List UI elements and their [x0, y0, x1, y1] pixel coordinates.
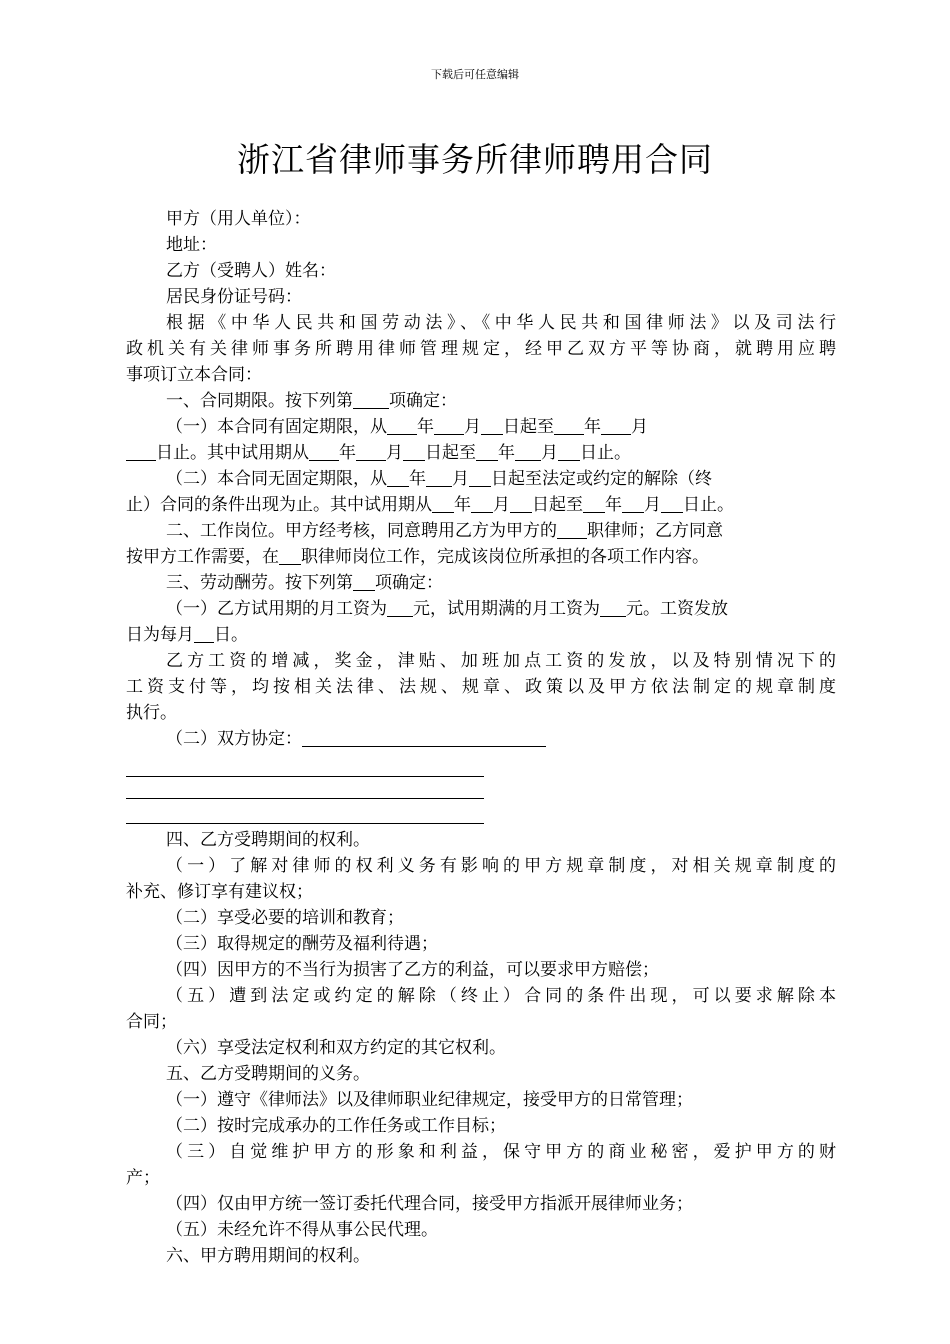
spacer [126, 802, 836, 827]
blank [387, 599, 413, 617]
text: 月 [386, 443, 403, 463]
party-b-line: 乙方（受聘人）姓名： [166, 261, 336, 281]
text: （一）乙方试用期的月工资为 [166, 599, 387, 619]
party-a-line: 甲方（用人单位）： [166, 209, 311, 229]
preamble-line-1: 根据《中华人民共和国劳动法》、《中华人民共和国律师法》以及司法行 [166, 313, 836, 333]
section-4-item-5-cont: 合同； [126, 1012, 177, 1032]
text: 元，试用期满的月工资为 [413, 599, 600, 619]
blank [601, 417, 631, 435]
section-5-item-5: （五）未经允许不得从事公民代理。 [166, 1220, 438, 1240]
blank [481, 417, 503, 435]
section-1-title [126, 388, 836, 414]
fill-in-rule [126, 752, 484, 777]
blank [126, 443, 156, 461]
text: 年 [605, 495, 622, 515]
blank [426, 469, 452, 487]
section-1-item-2 [126, 466, 836, 492]
blank [356, 443, 386, 461]
text: （二）双方协定： [166, 729, 302, 749]
section-5-item-3-cont: 产； [126, 1168, 160, 1188]
blank [387, 417, 417, 435]
spacer [126, 752, 836, 777]
section-4-item-5: （五）遭到法定或约定的解除（终止）合同的条件出现，可以要求解除本 [166, 986, 836, 1006]
text: 日止。 [580, 443, 631, 463]
blank [661, 495, 683, 513]
section-4-item-1-cont: 补充、修订享有建议权； [126, 882, 313, 902]
section-5-title: 五、乙方受聘期间的义务。 [166, 1064, 370, 1084]
text: 日起至法定或约定的解除（终 [491, 469, 712, 489]
contract-title: 浙江省律师事务所律师聘用合同 [237, 140, 713, 179]
address-line: 地址： [166, 235, 217, 255]
blank [302, 729, 546, 747]
text: 日起至 [425, 443, 476, 463]
text: 项确定： [375, 573, 443, 593]
text: 一、合同期限。按下列第 [166, 391, 353, 411]
blank [554, 417, 584, 435]
section-4-item-4: （四）因甲方的不当行为损害了乙方的利益，可以要求甲方赔偿； [166, 960, 659, 980]
fill-in-rule [126, 802, 484, 824]
text: 年 [409, 469, 426, 489]
section-1-item-2-cont [126, 492, 836, 518]
text: 日止。其中试用期从 [156, 443, 309, 463]
blank [353, 573, 375, 591]
blank [353, 391, 389, 409]
text: （一）本合同有固定期限，从 [166, 417, 387, 437]
preamble-line-2: 政机关有关律师事务所聘用律师管理规定，经甲乙双方平等协商，就聘用应聘 [126, 339, 836, 359]
section-5-item-3: （三）自觉维护甲方的形象和利益，保守甲方的商业秘密，爱护甲方的财 [166, 1142, 836, 1162]
text: 日起至 [532, 495, 583, 515]
header-note: 下载后可任意编辑 [431, 68, 519, 81]
text: 年 [454, 495, 471, 515]
text: 二、工作岗位。甲方经考核，同意聘用乙方为甲方的 [166, 521, 557, 541]
section-3-item-1-cont [126, 622, 836, 648]
text: 月 [541, 443, 558, 463]
text: 职律师；乙方同意 [587, 521, 723, 541]
blank [432, 495, 454, 513]
spacer [126, 777, 836, 802]
blank [622, 495, 644, 513]
text: 日起至 [503, 417, 554, 437]
section-4-item-6: （六）享受法定权利和双方约定的其它权利。 [166, 1038, 506, 1058]
fill-in-rule [126, 777, 484, 799]
blank [600, 599, 626, 617]
blank [309, 443, 339, 461]
blank [557, 521, 587, 539]
section-3-item-1 [126, 596, 836, 622]
section-2-line-1 [126, 518, 836, 544]
blank [510, 495, 532, 513]
section-3-title [126, 570, 836, 596]
preamble-line-3: 事项订立本合同： [126, 365, 262, 385]
section-3-para-line-2: 工资支付等，均按相关法律、法规、规章、政策以及甲方依法制定的规章制度 [126, 677, 836, 697]
section-4-item-1: （一）了解对律师的权利义务有影响的甲方规章制度，对相关规章制度的 [166, 856, 836, 876]
section-1-item-1 [126, 414, 836, 440]
blank [476, 443, 498, 461]
section-2-line-2 [126, 544, 836, 570]
section-5-item-4: （四）仅由甲方统一签订委托代理合同，接受甲方指派开展律师业务； [166, 1194, 693, 1214]
section-4-item-2: （二）享受必要的培训和教育； [166, 908, 404, 928]
text: 职律师岗位工作，完成该岗位所承担的各项工作内容。 [301, 547, 709, 567]
section-5-item-2: （二）按时完成承办的工作任务或工作目标； [166, 1116, 506, 1136]
text: 三、劳动酬劳。按下列第 [166, 573, 353, 593]
blank [471, 495, 493, 513]
text: 月 [452, 469, 469, 489]
blank [194, 625, 214, 643]
section-6-title: 六、甲方聘用期间的权利。 [166, 1246, 370, 1266]
blank [279, 547, 301, 565]
blank [469, 469, 491, 487]
section-1-item-1-cont [126, 440, 836, 466]
section-5-item-1: （一）遵守《律师法》以及律师职业纪律规定，接受甲方的日常管理； [166, 1090, 693, 1110]
section-3-para-line-3: 执行。 [126, 703, 177, 723]
section-4-item-3: （三）取得规定的酬劳及福利待遇； [166, 934, 438, 954]
text: 日。 [214, 625, 248, 645]
section-3-para-line-1: 乙方工资的增减，奖金，津贴、加班加点工资的发放，以及特别情况下的 [166, 651, 836, 671]
id-number-line: 居民身份证号码： [166, 287, 302, 307]
text: 年 [498, 443, 515, 463]
section-4-title: 四、乙方受聘期间的权利。 [166, 830, 370, 850]
contract-body [126, 206, 836, 1269]
text: 月 [631, 417, 648, 437]
text: 止）合同的条件出现为止。其中试用期从 [126, 495, 432, 515]
text: 按甲方工作需要，在 [126, 547, 279, 567]
text: 年 [584, 417, 601, 437]
section-3-item-2 [126, 726, 836, 752]
text: 月 [493, 495, 510, 515]
blank [583, 495, 605, 513]
blank [515, 443, 541, 461]
blank [387, 469, 409, 487]
text: 年 [417, 417, 434, 437]
blank [403, 443, 425, 461]
text: （二）本合同无固定期限，从 [166, 469, 387, 489]
text: 日止。 [683, 495, 734, 515]
text: 月 [464, 417, 481, 437]
blank [558, 443, 580, 461]
blank [434, 417, 464, 435]
text: 元。工资发放 [626, 599, 728, 619]
text: 月 [644, 495, 661, 515]
text: 年 [339, 443, 356, 463]
text: 日为每月 [126, 625, 194, 645]
text: 项确定： [389, 391, 457, 411]
